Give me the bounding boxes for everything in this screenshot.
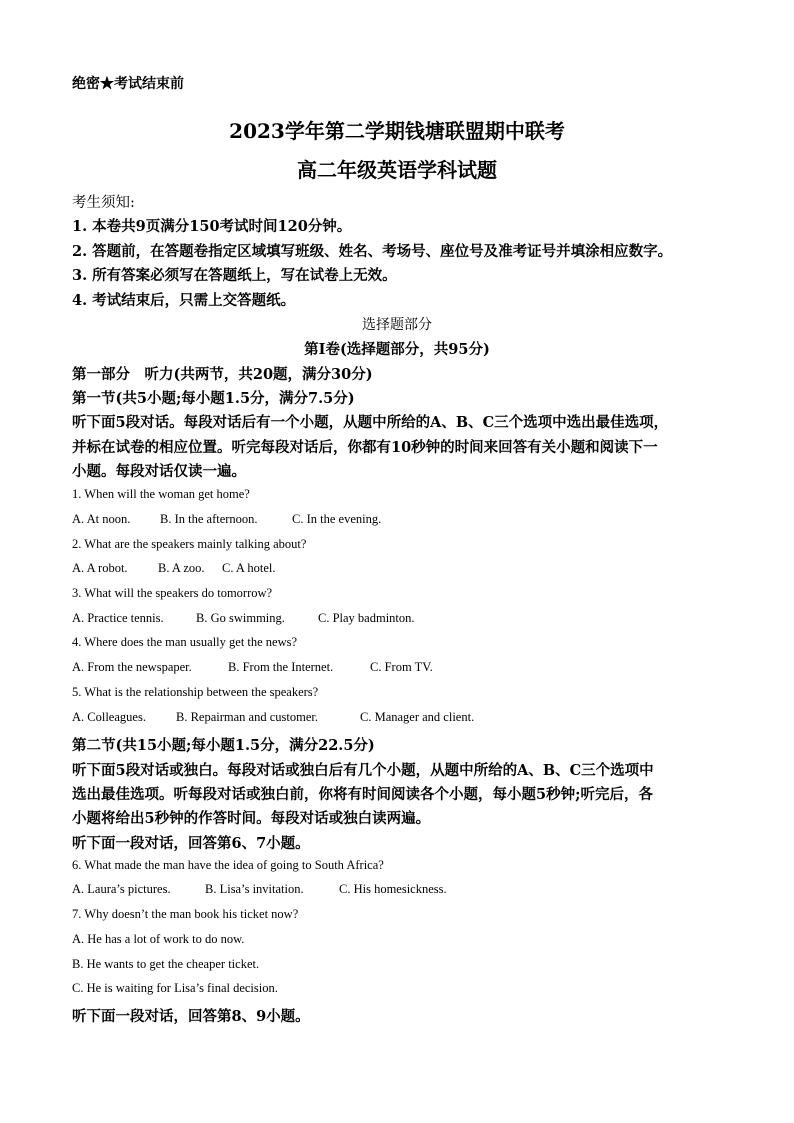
volume-label: 第Ⅰ卷(选择题部分，共95分) [304,341,490,358]
question-options [72,882,447,897]
option-b: B. In the afternoon. [160,512,258,526]
option-b: B. A zoo. [158,561,205,575]
section1-instructions: 并标在试卷的相应位置。听完每段对话后，你都有10秒钟的时间来回答有关小题和阅读下一 [72,439,658,456]
exam-title: 2023学年第二学期钱塘联盟期中联考 [229,119,565,143]
question-options [72,561,275,576]
question-text: 2. What are the speakers mainly talking about? [72,537,307,551]
question-text: 3. What will the speakers do tomorrow? [72,586,273,600]
question-text: 4. Where does the man usually get the news? [72,635,298,649]
dialogue-heading: 听下面一段对话，回答第6、7小题。 [72,835,310,852]
option-a: A. He has a lot of work to do now. [72,932,245,946]
option-c: C. Manager and client. [360,710,475,724]
confidential-label: 绝密★考试结束前 [72,76,184,92]
question-options [72,611,415,626]
option-c: C. A hotel. [222,561,276,575]
notice-heading: 考生须知: [72,195,135,211]
section2-instructions: 听下面5段对话或独白。每段对话或独白后有几个小题，从题中所给的A、B、C三个选项中 [72,762,654,779]
option-a: A. At noon. [72,512,131,526]
section1-subtitle: 第一节(共5小题;每小题1.5分，满分7.5分) [72,390,355,407]
question-text: 5. What is the relationship between the speakers? [72,685,319,699]
dialogue-heading: 听下面一段对话，回答第8、9小题。 [72,1008,310,1025]
option-a: A. Practice tennis. [72,611,164,625]
option-b: B. Lisa’s invitation. [205,882,304,896]
section1-instructions: 听下面5段对话。每段对话后有一个小题，从题中所给的A、B、C三个选项中选出最佳选项， [72,414,669,431]
section2-instructions: 选出最佳选项。听每段对话或独白前，你将有时间阅读各个小题，每小题5秒钟;听完后，各 [72,786,653,803]
option-b: B. From the Internet. [228,660,334,674]
section1-title: 第一部分 听力(共两节，共20题，满分30分) [72,366,373,383]
option-a: A. From the newspaper. [72,660,192,674]
question-options [72,710,474,725]
notice-item: 3. 所有答案必须写在答题纸上，写在试卷上无效。 [72,267,397,284]
question-text: 6. What made the man have the idea of going to South Africa? [72,858,384,872]
question-text: 7. Why doesn’t the man book his ticket now? [72,907,299,921]
option-a: A. A robot. [72,561,128,575]
option-b: B. He wants to get the cheaper ticket. [72,957,260,971]
question-options [72,512,381,527]
option-c: C. From TV. [370,660,433,674]
section2-subtitle: 第二节(共15小题;每小题1.5分，满分22.5分) [72,737,375,754]
option-c: C. He is waiting for Lisa’s final decision. [72,981,278,995]
option-c: C. Play badminton. [318,611,415,625]
option-c: C. In the evening. [292,512,382,526]
exam-subtitle: 高二年级英语学科试题 [297,158,497,182]
question-options [72,660,433,675]
notice-item: 2. 答题前，在答题卷指定区域填写班级、姓名、考场号、座位号及准考证号并填涂相应数字。 [72,243,673,260]
section1-instructions: 小题。每段对话仅读一遍。 [72,463,246,480]
option-b: B. Go swimming. [196,611,285,625]
part-label: 选择题部分 [362,317,432,333]
section2-instructions: 小题将给出5秒钟的作答时间。每段对话或独白读两遍。 [72,810,431,827]
notice-item: 1. 本卷共9页满分150考试时间120分钟。 [72,218,352,235]
question-text: 1. When will the woman get home? [72,487,250,501]
option-b: B. Repairman and customer. [176,710,318,724]
option-a: A. Laura’s pictures. [72,882,171,896]
option-a: A. Colleagues. [72,710,146,724]
option-c: C. His homesickness. [339,882,447,896]
notice-item: 4. 考试结束后，只需上交答题纸。 [72,292,296,309]
